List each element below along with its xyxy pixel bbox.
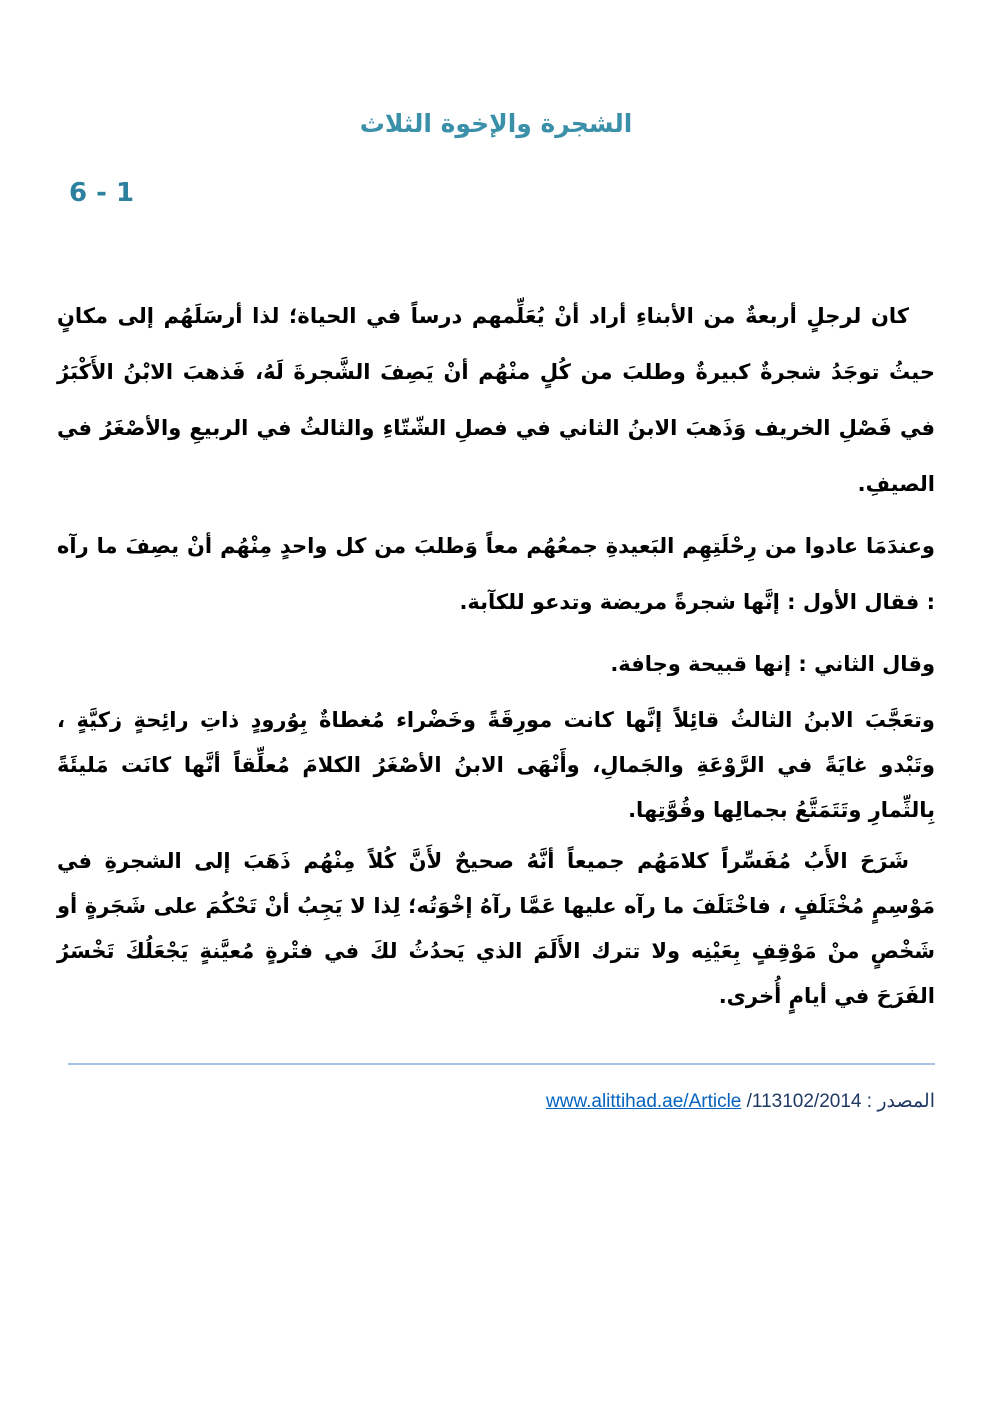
- source-hyperlink[interactable]: www.alittihad.ae/Article: [546, 1091, 742, 1112]
- story-body: [57, 288, 935, 1019]
- paragraph: شَرَحَ الأَبُ مُفَسِّراً كلامَهُم جميعاً أنَّهُ صحيحٌ لأَنَّ كُلاً مِنْهُم ذَهَبَ إلى الشجرةِ في مَوْسِمٍ مُخْتَلَفٍ ، فاخْتَلَفَ ما رآه عليها عَمَّا رآهُ إخْوَتُه؛ لِذا لا يَجِبُ أنْ تَحْكُمَ على شَجَرةٍ أو شَخْصٍ منْ مَوْقِفٍ بِعَيْنِه ولا تترك الأَلَمَ الذي يَحدُثُ لكَ في فتْرةٍ مُعيَّنةٍ يَجْعَلُكَ تَخْسَرُ الفَرَحَ في أيامٍ أُخرى.: [57, 849, 935, 1008]
- paragraph: وعندَمَا عادوا من رِحْلَتِهِم البَعيدةِ جمعُهُم معاً وَطلبَ من كل واحدٍ مِنْهُم أنْ يصِفَ ما رآه : فقال الأول : إنَّها شجرةً مريضة وتدعو للكآبة.: [57, 534, 935, 614]
- source-line: [57, 1087, 935, 1117]
- paragraph: كان لرجلٍ أربعةٌ من الأبناءِ أراد أنْ يُعَلِّمهم درساً في الحياة؛ لذا أرسَلَهُم إلى مكانٍ حيثُ توجَدُ شجرةٌ كبيرةٌ وطلبَ من كُلٍ منْهُم أنْ يَصِفَ الشَّجرةَ لَهُ، فَذهبَ الابْنُ الأَكْبَرُ في فَصْلِ الخريف وَذَهبَ الابنُ الثاني في فصلِ الشّتّاءِ والثالثُ في الربيعِ والأصْغَرُ في الصيفِ.: [57, 304, 935, 496]
- paragraph: وتعَجَّبَ الابنُ الثالثُ قائِلاً إنَّها كانت مورِقَةً وخَضْراء مُغطاةٌ بِوُرودٍ ذاتِ رائِحةٍ زكيَّةٍ ، وتَبْدو غايَةً في الرَّوْعَةِ والجَمالِ، وأَنْهَى الابنُ الأصْغَرُ الكلامَ مُعلِّقاً أنَّها كانَت مَليئَةً بِالثِّمارِ وتَتَمَتَّعُ بجمالِها وقُوَّتِها.: [57, 708, 935, 822]
- horizontal-divider: [68, 1063, 935, 1065]
- page-title: الشجرة والإخوة الثلاث: [359, 109, 633, 138]
- source-reference-number: /113102/2014: [741, 1091, 862, 1112]
- source-label: المصدر :: [861, 1091, 935, 1112]
- page-number-label: 6 - 1: [69, 178, 135, 208]
- paragraph: وقال الثاني : إنها قبيحة وجافة.: [610, 652, 935, 676]
